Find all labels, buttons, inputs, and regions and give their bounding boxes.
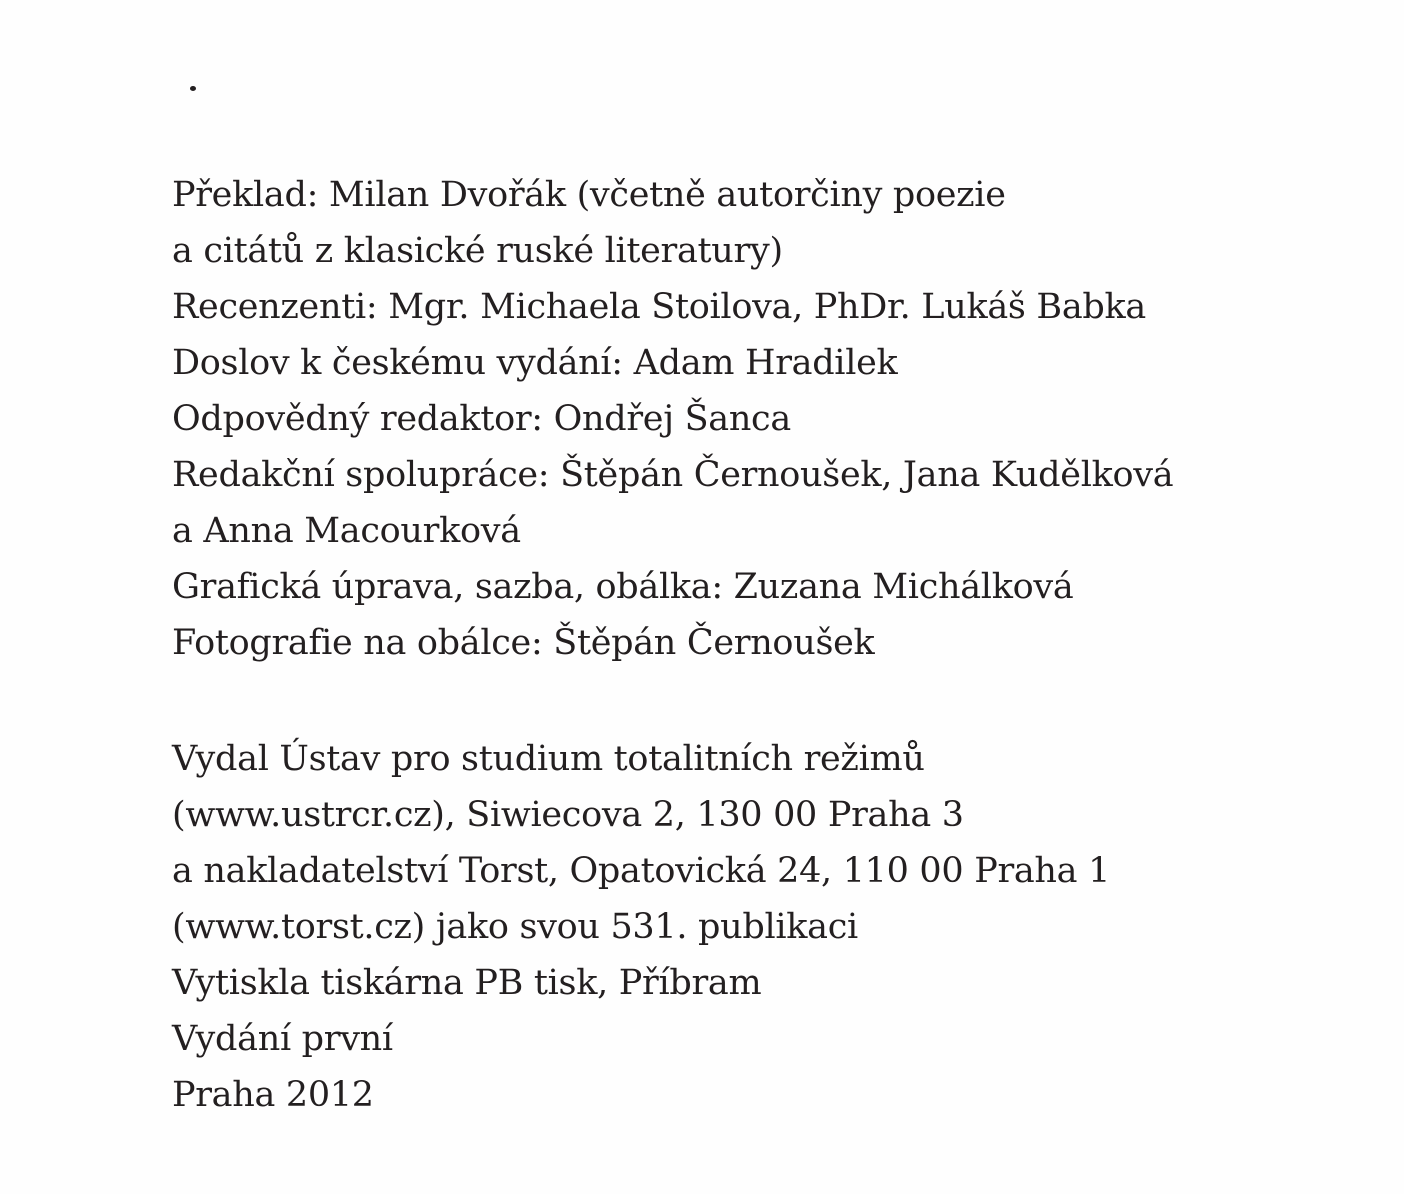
credit-line-cover-photo: Fotografie na obálce: Štěpán Černoušek xyxy=(172,623,875,663)
imprint-line-publisher: Vydal Ústav pro studium totalitních režimů xyxy=(172,739,925,779)
credit-line-editorial-cooperation: Redakční spolupráce: Štěpán Černoušek, Jana Kudělková xyxy=(172,455,1174,495)
credit-line-design: Grafická úprava, sazba, obálka: Zuzana Michálková xyxy=(172,567,1074,607)
imprint-line-place-year: Praha 2012 xyxy=(172,1075,374,1115)
imprint-line-copublisher: a nakladatelství Torst, Opatovická 24, 110 00 Praha 1 xyxy=(172,851,1111,891)
credit-line-translation: Překlad: Milan Dvořák (včetně autorčiny poezie xyxy=(172,175,1006,215)
imprint-block xyxy=(172,731,1110,1123)
credit-line-editorial-cooperation-cont: a Anna Macourková xyxy=(172,511,521,551)
stray-mark xyxy=(190,86,196,91)
imprint-line-printer: Vytiskla tiskárna PB tisk, Příbram xyxy=(172,963,762,1003)
credit-line-afterword: Doslov k českému vydání: Adam Hradilek xyxy=(172,343,898,383)
credit-line-reviewers: Recenzenti: Mgr. Michaela Stoilova, PhDr. Lukáš Babka xyxy=(172,287,1146,327)
imprint-line-publisher-address: (www.ustrcr.cz), Siwiecova 2, 130 00 Praha 3 xyxy=(172,795,964,835)
imprint-line-edition: Vydání první xyxy=(172,1019,393,1059)
credit-line-editor: Odpovědný redaktor: Ondřej Šanca xyxy=(172,399,791,439)
credit-line-translation-cont: a citátů z klasické ruské literatury) xyxy=(172,231,783,271)
credits-block xyxy=(172,167,1173,671)
imprint-line-publication-number: (www.torst.cz) jako svou 531. publikaci xyxy=(172,907,858,947)
